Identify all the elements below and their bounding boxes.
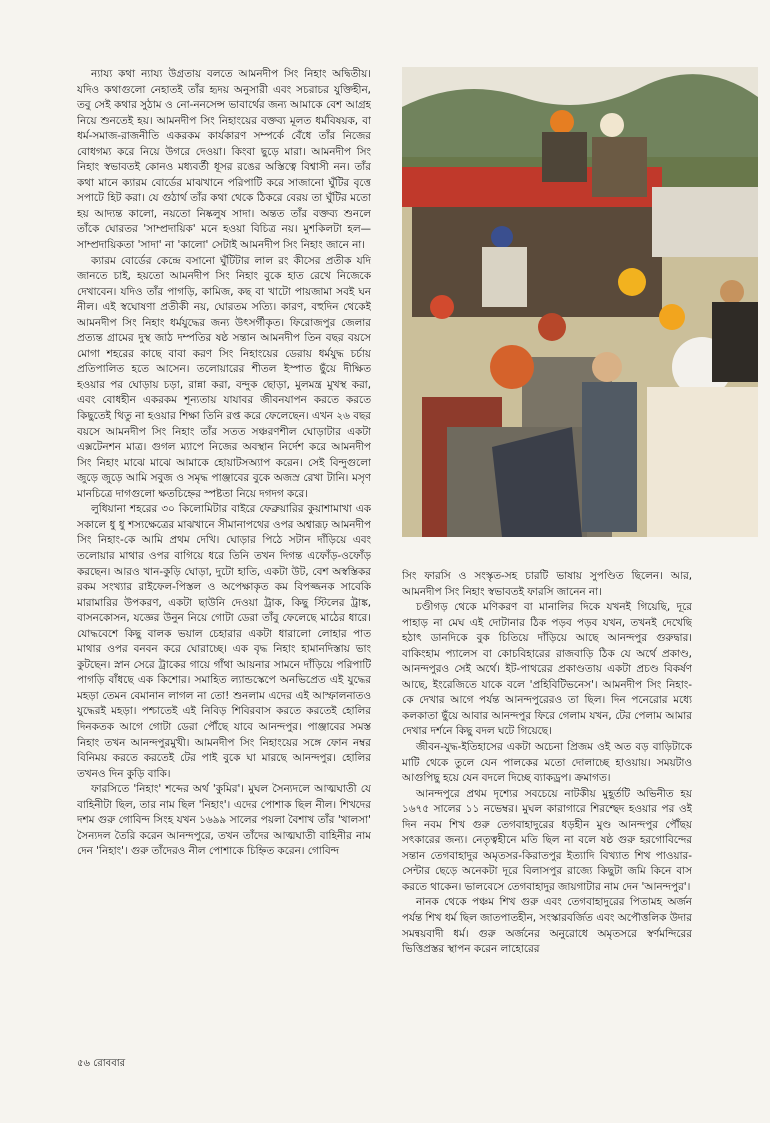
paragraph: চণ্ডীগড় থেকে মণিকরণ বা মানালির দিকে যখনই গিয়েছি, দূরে পাহাড় না মেঘ এই দোটানার ঠিক পড়ব পড়ব যখন, তখনই দেখেছি হঠাৎ ডানদিকে বুক চিতিয়ে দাঁড়িয়ে আছে আনন্দপুর গুরুদ্বার। বাকিংহাম প্যালেস বা কোচবিহারের রাজবাড়ি ঠিক যে অর্থে প্রকাণ্ড, আনন্দপুরও সেই অর্থে। ইট-পাথরের প্রকাণ্ডতায় একটা প্রচণ্ড বিকর্ষণ আছে, ইংরেজিতে যাকে বলে 'প্রহিবিটিভনেস'। আমনদীপ সিং নিহাং-কে দেখার আগে পর্যন্ত আনন্দপুরেরও তা ছিল। দিন পনেরোর মধ্যে কলকাতা ছুঁয়ে আবার আনন্দপুর ফিরে গেলাম যখন, টের পেলাম আমার দেখার দর্শনে কিছু বদল ঘটে গিয়েছে। [402,601,692,738]
page-footer: ৫৬ রোববার [77,1058,126,1069]
article-photo [402,67,758,537]
right-text-column [402,569,692,1049]
crowd-photo-illustration [402,67,758,537]
paragraph: লুধিয়ানা শহরের ৩০ কিলোমিটার বাইরে ফেব্রুয়ারির কুয়াশামাখা এক সকালে ধু ধু শস্যক্ষেত্রের মাঝখানে সীমানাপথের ওপর অশ্বারূঢ় আমনদীপ সিং নিহাং-কে আমি প্রথম দেখি। ঘোড়ার পিঠে সটান দাঁড়িয়ে এবং তলোয়ার মাথার ওপর বাগিয়ে ধরে তিনি তখন দিগন্ত এফোঁড়-ওফোঁড় করছেন। আরও খান-কুড়ি ঘোড়া, দুটো হাতি, একটা উট, বেশ অস্বস্তিকর রকম সংখ্যার রাইফেল-পিস্তল ও অপেক্ষাকৃত কম বিপজ্জনক সাবেকি মারামারির উপকরণ, একটা ছাউনি দেওয়া ট্রাক, কিছু স্টিলের ট্রাঙ্ক, বাসনকোসন, যজ্ঞের উনুন নিয়ে গোটা ডেরা তাঁবু ফেলেছে মাঠের ধারে। যোদ্ধবেশে কিছু বালক ভয়াল চেহারার একটা ধারালো লোহার পাত মাথার ওপর বনবন করে ঘোরাচ্ছে। এক বৃদ্ধ নিহাং হামানদিস্তায় ভাং কুটছেন। স্নান সেরে ট্রাকের গায়ে গাঁথা আয়নার সামনে দাঁড়িয়ে পরিপাটি পাগড়ি বাঁধছে এক কিশোর। সমাহিত ল্যান্ডস্কেপে অনভিপ্রেত এই যুদ্ধের মহড়া তেমন বেমানান লাগল না তো! শুনলাম এদের এই আস্ফালনাতও যুদ্ধেরই মহড়া। পশ্চাতেই এই নিবিড় শিবিরবাস করতে করতেই হোলির দিনকতক আগে গোটা ডেরা পৌঁছে যাবে আনন্দপুর। পাঞ্জাবের সমস্ত নিহাং তখন আনন্দপুরমুখী। আমনদীপ সিং নিহাংয়ের সঙ্গে ফোন নম্বর বিনিময় করতে করতেই টের পাই বুকে ঘা মারছে আনন্দপুর। হোলির তখনও দিন কুড়ি বাকি। [77,503,371,780]
left-text-column [77,67,371,1067]
paragraph: আনন্দপুরে প্রথম দৃশ্যের সবচেয়ে নাটকীয় মুহূর্তটি অভিনীত হয় ১৬৭৫ সালের ১১ নভেম্বর। মুঘল কারাগারে শিরশ্ছেদ হওয়ার পর ওই দিন নবম শিখ গুরু তেগবাহাদুরের ধড়হীন মুণ্ড আনন্দপুর পৌঁছয় সৎকারের জন্য। নেতৃত্বহীনে মতি ছিল না বলে ষষ্ঠ গুরু হরগোবিন্দের সন্তান তেগবাহাদুর অমৃতসর-কিরাতপুর ইত্যাদি বিখ্যাত শিখ পাওয়ার-সেন্টার ছেড়ে অনেকটা দূরে বিলাসপুর রাজ্যে কিছুটা জমি কিনে বাস করতে থাকেন। ভালবেসে তেগবাহাদুর জায়গাটার নাম দেন 'আনন্দপুর'। [402,787,692,893]
paragraph: সিং ফারসি ও সংস্কৃত-সহ চারটি ভাষায় সুপণ্ডিত ছিলেন। আর, আমনদীপ সিং নিহাং স্বভাবতই ফারসি জানেন না। [402,570,692,598]
paragraph: ক্যারম বোর্ডের কেন্দ্রে বসানো ঘুঁটিটার লাল রং কীসের প্রতীক যদি জানতে চাই, হয়তো আমনদীপ সিং নিহাং বুকে হাত রেখে নিজেকে দেখাবেন। যদিও তাঁর পাগড়ি, কামিজ, কছ বা খাটো পায়জামা সবই ঘন নীল। এই স্বঘোষণা প্রতীকী নয়, ঘোরতম সত্যি। কারণ, বহুদিন থেকেই আমনদীপ সিং নিহাং ধর্মযুদ্ধের জন্য উৎসর্গীকৃত। ফিরোজপুর জেলার প্রত্যন্ত গ্রামের দুস্থ জাঠ দম্পতির ষষ্ঠ সন্তান আমনদীপ তিন বছর বয়সে মোগা শহরের কাছে বাবা করণ সিং নিহাংয়ের ডেরায় ধর্মযুদ্ধ চর্চায় প্রতিপালিত হতে আসেন। তলোয়ারের শীতল ইস্পাত ছুঁয়ে দীক্ষিত হওয়ার পর ঘোড়ায় চড়া, রান্না করা, বন্দুক ছোড়া, মুলমন্ত্র মুখস্থ করা, এবং বোধহীন একরকম শূন্যতায় যাযাবর জীবনযাপন করতে করতে কিছুতেই থিতু না হওয়ার শিক্ষা তিনি রপ্ত করে ফেলেছেন। এখন ২৬ বছর বয়সে আমনদীপ সিং নিহাং তাঁর সতত সঞ্চরণশীল ঘোড়াটার একটা এক্সটেনশন মাত্র। গুগল ম্যাপে নিজের অবস্থান নির্দেশ করে আমনদীপ সিং নিহাং মাঝে মাঝে আমাকে হোয়াটসঅ্যাপ করেন। সেই বিন্দুগুলো জুড়ে জুড়ে আমি সবুজ ও সমৃদ্ধ পাঞ্জাবের বুকে অজস্র রেখা টানি। মসৃণ মানচিত্রে দাগগুলো ক্ষতচিহ্নের স্পষ্টতা নিয়ে দগদগ করে। [77,254,371,500]
paragraph: নানক থেকে পঞ্চম শিখ গুরু এবং তেগবাহাদুরের পিতামহ অর্জন পর্যন্ত শিখ ধর্ম ছিল জাতপাতহীন, সংস্কারবর্জিত এবং অপৌত্তলিক উদার সমন্বয়বাদী ধর্ম। গুরু অর্জনের অনুরোধে অমৃতসরে স্বর্ণমন্দিরের ভিত্তিপ্রস্তর স্থাপন করেন লাহোরের [402,896,692,956]
paragraph: ন্যায্য কথা ন্যায্য উগ্রতায় বলতে আমনদীপ সিং নিহাং অদ্বিতীয়। যদিও কথাগুলো নেহাতই তাঁর হৃদয় অনুসারী এবং সচরাচর যুক্তিহীন, তবু সেই কথার সুঠাম ও নো-ননসেন্স ভাবার্থের জন্য আমাকে বেশ আগ্রহ নিয়ে শুনতেই হয়। আমনদীপ সিং নিহাংয়ের বক্তব্য মূলত ধর্মবিষয়ক, বা ধর্ম-সমাজ-রাজনীতি একরকম কার্যকারণ সম্পর্কে বেঁধে তাঁর নিজের বোধগম্য করে নিয়ে উগরে দেওয়া। কিংবা ছুড়ে মারা। আমনদীপ সিং নিহাং স্বভাবতই কোনও মধ্যবর্তী ধূসর রঙের অস্তিত্বে বিশ্বাসী নন। তাঁর কথা মানে ক্যারম বোর্ডের মাঝখানে পরিপাটি করে সাজানো ঘুঁটির বৃত্তে সপাটে হিট করা। যে গুঠার্থ তাঁর কথা থেকে ঠিকরে বেরয় তা ঘুঁটির মতো হয় আদ্যন্ত কালো, নয়তো নিষ্কলুষ সাদা। অন্তত তাঁর বক্তব্য শুনলে তাঁকে ঘোরতর 'সাম্প্রদায়িক' মনে হওয়া বিচিত্র নয়। মুশকিলটা হল— সাম্প্রদায়িকতা 'সাদা' না 'কালো' সেটাই আমনদীপ সিং নিহাং জানে না। [77,68,371,252]
paragraph: জীবন-যুদ্ধ-ইতিহাসের একটা অচেনা প্রিজম ওই অত বড় বাড়িটাকে মাটি থেকে তুলে যেন পালকের মতো দোলাচ্ছে হাওয়ায়। সময়টাও আগুপিছু হয়ে যেন বদলে দিচ্ছে ব্যাকড্রপ। ক্রমাগত। [402,741,692,785]
paragraph: ফারসিতে 'নিহাং' শব্দের অর্থ 'কুমির'। মুঘল সৈন্যদলে আত্মঘাতী যে বাহিনীটা ছিল, তার নাম ছিল 'নিহাং'। এদের পোশাক ছিল নীল। শিখদের দশম গুরু গোবিন্দ সিংহ যখন ১৬৯৯ সালের পয়লা বৈশাখ তাঁর 'খালসা' সৈন্যদল তৈরি করেন আনন্দপুরে, তখন তাঁদের আত্মঘাতী বাহিনীর নাম দেন 'নিহাং'। গুরু তাঁদেরও নীল পোশাকে চিহ্নিত করেন। গোবিন্দ [77,783,371,858]
